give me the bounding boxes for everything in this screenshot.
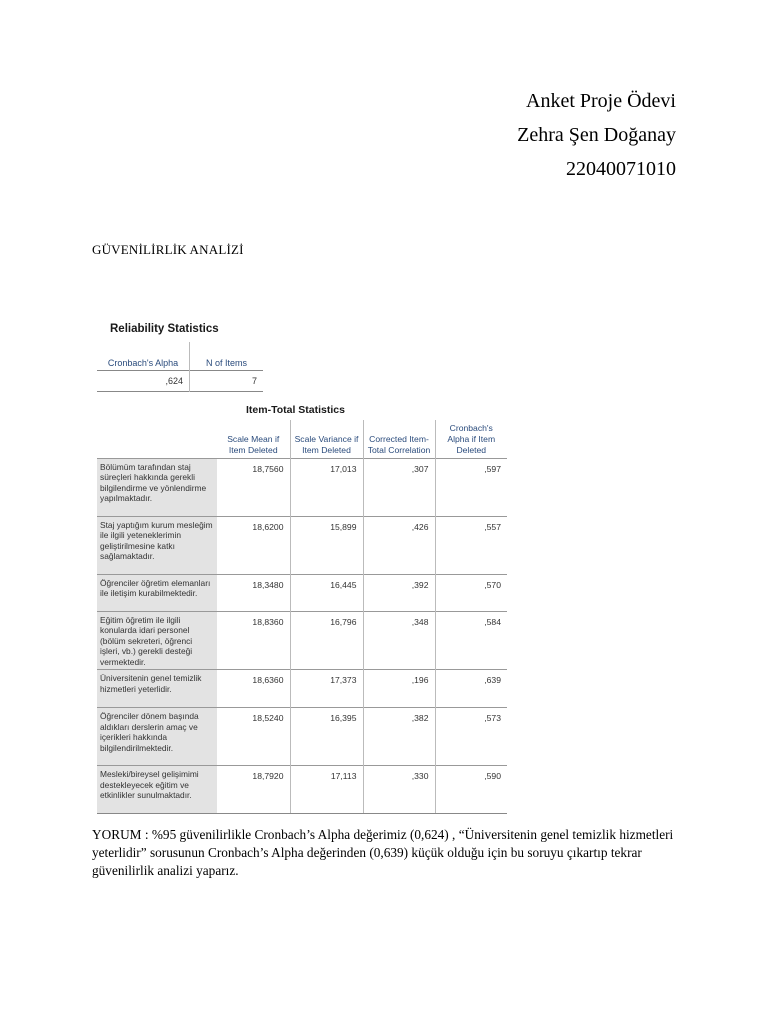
cell-mean: 18,6360 <box>217 670 290 708</box>
cell-alpha: ,590 <box>435 766 507 814</box>
author-name: Zehra Şen Doğanay <box>517 124 676 146</box>
table-row <box>97 708 507 766</box>
row-label: Staj yaptığım kurum mesleğim ile ilgili yeteneklerimin geliştirilmesine katkı sağlamaktadır. <box>97 516 217 574</box>
cell-correlation: ,330 <box>363 766 435 814</box>
item-header-mean: Scale Mean if Item Deleted <box>217 420 290 458</box>
table-row <box>97 574 507 611</box>
cell-mean: 18,8360 <box>217 611 290 670</box>
reliability-alpha-value: ,624 <box>97 370 190 391</box>
reliability-header-items: N of Items <box>205 357 247 368</box>
cell-alpha: ,597 <box>435 458 507 516</box>
cell-correlation: ,307 <box>363 458 435 516</box>
cell-variance: 17,113 <box>290 766 363 814</box>
cell-variance: 17,373 <box>290 670 363 708</box>
student-number: 22040071010 <box>566 158 676 180</box>
cell-variance: 17,013 <box>290 458 363 516</box>
item-header-blank <box>97 420 217 458</box>
interpretation-paragraph: YORUM : %95 güvenilirlikle Cronbach’s Alpha değerimiz (0,624) , “Üniversitenin genel temizlik hizmetleri yeterlidir” sorusunun Cronbach’s Alpha değerinden (0,639) küçük olduğu için bu soruyu çıkartıp tekrar güvenilirlik analizi yaparız. <box>92 827 674 878</box>
row-label: Eğitim öğretim ile ilgili konularda idari personel (bölüm sekreteri, öğrenci işleri, vb.) gerekli desteği vermektedir. <box>97 611 217 670</box>
table-row <box>97 670 507 708</box>
cell-alpha: ,570 <box>435 574 507 611</box>
cell-variance: 15,899 <box>290 516 363 574</box>
table-row <box>97 611 507 670</box>
cell-variance: 16,445 <box>290 574 363 611</box>
cell-mean: 18,3480 <box>217 574 290 611</box>
cell-correlation: ,426 <box>363 516 435 574</box>
cell-variance: 16,395 <box>290 708 363 766</box>
reliability-items-value: 7 <box>251 375 257 386</box>
document-header <box>517 84 676 186</box>
table-row <box>97 766 507 814</box>
section-title: GÜVENİLİRLİK ANALİZİ <box>92 242 244 257</box>
cell-correlation: ,382 <box>363 708 435 766</box>
reliability-statistics-table <box>97 342 263 392</box>
row-label: Üniversitenin genel temizlik hizmetleri yeterlidir. <box>97 670 217 708</box>
project-title: Anket Proje Ödevi <box>526 90 676 112</box>
table-row <box>97 516 507 574</box>
row-label: Mesleki/bireysel gelişimimi destekleyecek eğitim ve etkinlikler sunulmaktadır. <box>97 766 217 814</box>
cell-alpha: ,573 <box>435 708 507 766</box>
item-header-alpha: Cronbach's Alpha if Item Deleted <box>447 422 496 455</box>
cell-alpha: ,557 <box>435 516 507 574</box>
reliability-row <box>97 370 263 391</box>
cell-correlation: ,348 <box>363 611 435 670</box>
item-header-correlation: Corrected Item-Total Correlation <box>363 420 435 458</box>
cell-correlation: ,392 <box>363 574 435 611</box>
cell-alpha: ,639 <box>435 670 507 708</box>
cell-variance: 16,796 <box>290 611 363 670</box>
item-header-variance: Scale Variance if Item Deleted <box>290 420 363 458</box>
table-row <box>97 458 507 516</box>
cell-mean: 18,7920 <box>217 766 290 814</box>
row-label: Bölümüm tarafından staj süreçleri hakkında gerekli bilgilendirme ve yönlendirme yapılmaktadır. <box>97 458 217 516</box>
row-label: Öğrenciler öğretim elemanları ile iletişim kurabilmektedir. <box>97 574 217 611</box>
cell-mean: 18,5240 <box>217 708 290 766</box>
cell-mean: 18,7560 <box>217 458 290 516</box>
cell-mean: 18,6200 <box>217 516 290 574</box>
item-total-statistics-table <box>97 420 507 814</box>
reliability-statistics-title: Reliability Statistics <box>110 323 219 335</box>
item-total-statistics-title: Item-Total Statistics <box>246 404 345 416</box>
row-label: Öğrenciler dönem başında aldıkları derslerin amaç ve içerikleri hakkında bilgilendirilmektedir. <box>97 708 217 766</box>
reliability-header-alpha: Cronbach's Alpha <box>97 342 190 370</box>
cell-correlation: ,196 <box>363 670 435 708</box>
cell-alpha: ,584 <box>435 611 507 670</box>
